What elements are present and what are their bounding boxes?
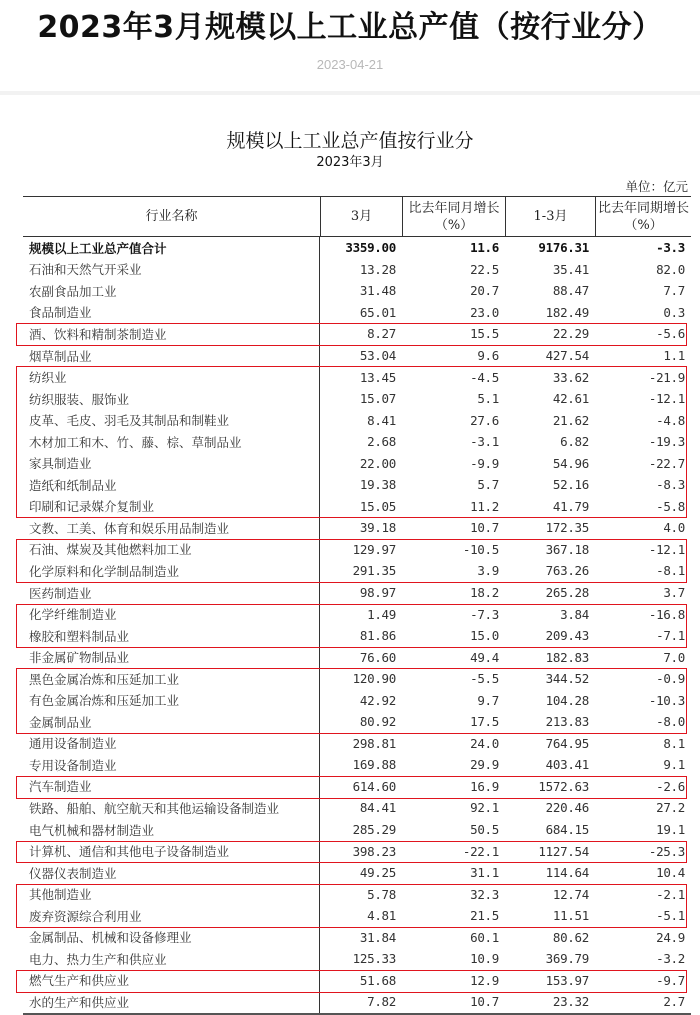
industry-name-cell: 其他制造业: [23, 883, 320, 905]
q1-value-cell: 42.61: [552, 391, 589, 407]
q1-value-cell: 427.54: [545, 348, 589, 363]
march-value-cell: 5.78: [367, 886, 396, 902]
march-yoy-cell: -5.5: [470, 671, 499, 687]
industry-name-cell: 医药制造业: [23, 582, 320, 604]
industry-name-cell: 计算机、通信和其他电子设备制造业: [23, 840, 320, 862]
q1-value-cell: 1127.54: [538, 843, 589, 859]
q1-yoy-cell: -7.1: [656, 628, 685, 644]
unit-label: 单位：亿元: [625, 179, 688, 194]
march-yoy-cell: 32.3: [470, 886, 499, 902]
q1-value-cell: 22.29: [552, 326, 589, 342]
header-q1: 1-3月: [505, 197, 595, 236]
march-yoy-cell: 15.0: [470, 628, 499, 644]
industry-name-cell: 橡胶和塑料制品业: [23, 625, 320, 647]
industry-name-cell: 纺织业: [23, 366, 320, 388]
q1-yoy-cell: -12.1: [648, 391, 685, 407]
q1-value-cell: 265.28: [545, 585, 589, 601]
march-yoy-cell: 49.4: [470, 649, 499, 665]
march-value-cell: 31.48: [359, 283, 396, 299]
march-value-cell: 15.07: [359, 391, 396, 407]
q1-yoy-cell: 24.9: [656, 929, 685, 945]
q1-yoy-cell: -25.3: [648, 843, 685, 859]
industry-name-cell: 黑色金属冶炼和压延加工业: [23, 668, 320, 690]
table-row: [23, 862, 691, 884]
march-yoy-cell: 20.7: [470, 283, 499, 299]
table-row: [23, 323, 691, 345]
q1-value-cell: 369.79: [545, 951, 589, 967]
march-yoy-cell: -3.1: [470, 434, 499, 450]
march-value-cell: 298.81: [352, 735, 396, 751]
q1-yoy-cell: 7.7: [663, 283, 685, 299]
q1-value-cell: 182.83: [545, 649, 589, 665]
march-value-cell: 1.49: [367, 606, 396, 622]
table-row: [23, 280, 691, 302]
march-yoy-cell: 11.2: [470, 498, 499, 514]
march-value-cell: 19.38: [359, 477, 396, 493]
march-yoy-cell: 10.9: [470, 951, 499, 967]
industry-name-cell: 纺织服装、服饰业: [23, 388, 320, 410]
march-yoy-cell: 27.6: [470, 412, 499, 428]
industry-name-cell: 农副食品加工业: [23, 280, 320, 302]
march-yoy-cell: 18.2: [470, 585, 499, 601]
march-value-cell: 125.33: [352, 951, 396, 967]
march-value-cell: 51.68: [359, 972, 396, 988]
march-value-cell: 129.97: [352, 541, 396, 557]
march-value-cell: 76.60: [359, 649, 396, 665]
q1-value-cell: 52.16: [552, 477, 589, 493]
march-value-cell: 98.97: [359, 585, 396, 601]
table-row: [23, 560, 691, 582]
march-value-cell: 4.81: [367, 908, 396, 924]
table-row: [23, 711, 691, 733]
table-row: [23, 927, 691, 949]
march-value-cell: 614.60: [352, 778, 396, 794]
table-subtitle: 2023年3月: [316, 155, 384, 170]
table-row: [23, 474, 691, 496]
industry-name-cell: 水的生产和供应业: [23, 991, 320, 1013]
table-row: [23, 517, 691, 539]
march-yoy-cell: 5.1: [477, 391, 499, 407]
march-value-cell: 13.45: [359, 369, 396, 385]
industry-name-cell: 仪器仪表制造业: [23, 862, 320, 884]
q1-value-cell: 344.52: [545, 671, 589, 687]
q1-value-cell: 764.95: [545, 735, 589, 751]
q1-value-cell: 213.83: [545, 714, 589, 730]
header-march: 3月: [320, 197, 402, 236]
q1-value-cell: 209.43: [545, 628, 589, 644]
table-row: [23, 302, 691, 324]
march-yoy-cell: 21.5: [470, 908, 499, 924]
q1-yoy-cell: -2.1: [656, 886, 685, 902]
industry-name-cell: 皮革、毛皮、羽毛及其制品和制鞋业: [23, 409, 320, 431]
table-row: [23, 689, 691, 711]
table-row: [23, 754, 691, 776]
industry-name-cell: 金属制品、机械和设备修理业: [23, 927, 320, 949]
table-row: [23, 819, 691, 841]
march-yoy-cell: 92.1: [470, 800, 499, 816]
q1-yoy-cell: -5.6: [656, 326, 685, 342]
q1-yoy-cell: -8.0: [656, 714, 685, 730]
page-title: 2023年3月规模以上工业总产值（按行业分）: [37, 10, 663, 45]
table-row: [23, 259, 691, 281]
q1-yoy-cell: -8.1: [656, 563, 685, 579]
q1-value-cell: 6.82: [560, 434, 589, 450]
march-value-cell: 22.00: [359, 455, 396, 471]
march-yoy-cell: 50.5: [470, 822, 499, 838]
table-row: [23, 388, 691, 410]
q1-value-cell: 54.96: [552, 455, 589, 471]
industry-name-cell: 化学纤维制造业: [23, 603, 320, 625]
table-row: [23, 496, 691, 518]
table-row: [23, 366, 691, 388]
industry-name-cell: 石油和天然气开采业: [23, 259, 320, 281]
q1-value-cell: 9176.31: [538, 240, 589, 256]
industry-name-cell: 木材加工和木、竹、藤、棕、草制品业: [23, 431, 320, 453]
table-row: [23, 431, 691, 453]
table-row: [23, 905, 691, 927]
table-row: [23, 733, 691, 755]
march-yoy-cell: 17.5: [470, 714, 499, 730]
q1-yoy-cell: -5.8: [656, 498, 685, 514]
header-divider: [0, 91, 700, 95]
march-yoy-cell: 31.1: [470, 865, 499, 881]
table-row: [23, 646, 691, 668]
industry-name-cell: 非金属矿物制品业: [23, 646, 320, 668]
march-value-cell: 291.35: [352, 563, 396, 579]
q1-value-cell: 33.62: [552, 369, 589, 385]
q1-value-cell: 114.64: [545, 865, 589, 881]
march-value-cell: 53.04: [359, 348, 396, 363]
march-value-cell: 13.28: [359, 261, 396, 277]
q1-yoy-cell: 4.0: [663, 520, 685, 536]
table-row: [23, 452, 691, 474]
march-value-cell: 8.41: [367, 412, 396, 428]
table-row: [23, 603, 691, 625]
q1-yoy-cell: -12.1: [648, 541, 685, 557]
industry-name-cell: 酒、饮料和精制茶制造业: [23, 323, 320, 345]
march-yoy-cell: -22.1: [462, 843, 499, 859]
march-yoy-cell: 24.0: [470, 735, 499, 751]
q1-value-cell: 104.28: [545, 692, 589, 708]
q1-yoy-cell: 8.1: [663, 735, 685, 751]
table-row-total: [23, 237, 691, 259]
industry-name-cell: 废弃资源综合利用业: [23, 905, 320, 927]
table-row: [23, 776, 691, 798]
q1-yoy-cell: -4.8: [656, 412, 685, 428]
table-row: [23, 948, 691, 970]
q1-value-cell: 1572.63: [538, 778, 589, 794]
table-body: [23, 237, 691, 1013]
march-value-cell: 81.86: [359, 628, 396, 644]
q1-yoy-cell: 0.3: [663, 304, 685, 320]
header-march-yoy: 比去年同月增长（%）: [402, 197, 505, 236]
march-value-cell: 49.25: [359, 865, 396, 881]
industry-name-cell: 造纸和纸制品业: [23, 474, 320, 496]
table-row: [23, 582, 691, 604]
industry-output-table: [23, 196, 691, 1015]
industry-name-cell: 通用设备制造业: [23, 733, 320, 755]
industry-name-cell: 燃气生产和供应业: [23, 970, 320, 992]
table-row: [23, 797, 691, 819]
industry-name-cell: 金属制品业: [23, 711, 320, 733]
table-row: [23, 668, 691, 690]
march-yoy-cell: 9.7: [477, 692, 499, 708]
q1-value-cell: 403.41: [545, 757, 589, 773]
march-yoy-cell: 23.0: [470, 304, 499, 320]
publish-date: 2023-04-21: [316, 57, 384, 72]
q1-value-cell: 12.74: [552, 886, 589, 902]
table-row: [23, 345, 691, 367]
q1-yoy-cell: -0.9: [656, 671, 685, 687]
q1-yoy-cell: -10.3: [648, 692, 685, 708]
header-industry-name: 行业名称: [145, 209, 198, 224]
march-yoy-cell: 22.5: [470, 261, 499, 277]
industry-name-cell: 化学原料和化学制品制造业: [23, 560, 320, 582]
q1-yoy-cell: -9.7: [656, 972, 685, 988]
industry-name-cell: 专用设备制造业: [23, 754, 320, 776]
q1-yoy-cell: -3.3: [656, 240, 685, 256]
march-yoy-cell: 10.7: [470, 520, 499, 536]
q1-yoy-cell: -16.8: [648, 606, 685, 622]
table-row: [23, 883, 691, 905]
q1-yoy-cell: 10.4: [656, 865, 685, 881]
q1-value-cell: 172.35: [545, 520, 589, 536]
march-value-cell: 8.27: [367, 326, 396, 342]
industry-name-cell: 汽车制造业: [23, 776, 320, 798]
march-yoy-cell: 12.9: [470, 972, 499, 988]
q1-yoy-cell: 3.7: [663, 585, 685, 601]
table-row: [23, 991, 691, 1013]
march-value-cell: 169.88: [352, 757, 396, 773]
q1-value-cell: 21.62: [552, 412, 589, 428]
march-value-cell: 84.41: [359, 800, 396, 816]
q1-value-cell: 3.84: [560, 606, 589, 622]
q1-value-cell: 23.32: [552, 994, 589, 1010]
march-value-cell: 31.84: [359, 929, 396, 945]
march-yoy-cell: 16.9: [470, 778, 499, 794]
table-bottom-border: [23, 1013, 691, 1015]
q1-value-cell: 153.97: [545, 972, 589, 988]
q1-yoy-cell: -21.9: [648, 369, 685, 385]
header-q1-yoy: 比去年同期增长（%）: [595, 197, 691, 236]
q1-yoy-cell: 1.1: [663, 348, 685, 363]
table-row: [23, 409, 691, 431]
q1-value-cell: 11.51: [552, 908, 589, 924]
march-yoy-cell: 15.5: [470, 326, 499, 342]
march-yoy-cell: -7.3: [470, 606, 499, 622]
table-row: [23, 539, 691, 561]
q1-yoy-cell: -3.2: [656, 951, 685, 967]
q1-yoy-cell: -8.3: [656, 477, 685, 493]
march-value-cell: 398.23: [352, 843, 396, 859]
march-yoy-cell: 29.9: [470, 757, 499, 773]
march-yoy-cell: 60.1: [470, 929, 499, 945]
q1-yoy-cell: -19.3: [648, 434, 685, 450]
q1-yoy-cell: -22.7: [648, 455, 685, 471]
table-row: [23, 625, 691, 647]
q1-yoy-cell: 27.2: [656, 800, 685, 816]
q1-value-cell: 80.62: [552, 929, 589, 945]
q1-yoy-cell: 19.1: [656, 822, 685, 838]
march-value-cell: 65.01: [359, 304, 396, 320]
march-value-cell: 42.92: [359, 692, 396, 708]
q1-value-cell: 684.15: [545, 822, 589, 838]
industry-name-cell: 铁路、船舶、航空航天和其他运输设备制造业: [23, 797, 320, 819]
q1-yoy-cell: 2.7: [663, 994, 685, 1010]
march-value-cell: 285.29: [352, 822, 396, 838]
march-yoy-cell: 5.7: [477, 477, 499, 493]
industry-name-cell: 食品制造业: [23, 302, 320, 324]
march-value-cell: 2.68: [367, 434, 396, 450]
march-yoy-cell: 10.7: [470, 994, 499, 1010]
industry-name-cell: 电气机械和器材制造业: [23, 819, 320, 841]
march-yoy-cell: -4.5: [470, 369, 499, 385]
march-value-cell: 3359.00: [345, 240, 396, 256]
march-yoy-cell: 11.6: [470, 240, 499, 256]
q1-value-cell: 182.49: [545, 304, 589, 320]
march-yoy-cell: 9.6: [477, 348, 499, 363]
industry-name-cell: 家具制造业: [23, 452, 320, 474]
march-yoy-cell: 3.9: [477, 563, 499, 579]
table-header: [23, 196, 691, 237]
q1-yoy-cell: 7.0: [663, 649, 685, 665]
industry-name-cell: 烟草制品业: [23, 345, 320, 367]
march-yoy-cell: -10.5: [462, 541, 499, 557]
q1-value-cell: 367.18: [545, 541, 589, 557]
industry-name-cell: 石油、煤炭及其他燃料加工业: [23, 539, 320, 561]
q1-value-cell: 88.47: [552, 283, 589, 299]
industry-name-cell: 印刷和记录媒介复制业: [23, 496, 320, 518]
table-row: [23, 840, 691, 862]
march-value-cell: 7.82: [367, 994, 396, 1010]
industry-name-cell: 电力、热力生产和供应业: [23, 948, 320, 970]
q1-yoy-cell: 9.1: [663, 757, 685, 773]
q1-yoy-cell: -2.6: [656, 778, 685, 794]
march-value-cell: 39.18: [359, 520, 396, 536]
march-value-cell: 80.92: [359, 714, 396, 730]
q1-value-cell: 35.41: [552, 261, 589, 277]
industry-name-cell: 有色金属冶炼和压延加工业: [23, 689, 320, 711]
q1-yoy-cell: -5.1: [656, 908, 685, 924]
march-value-cell: 15.05: [359, 498, 396, 514]
table-title: 规模以上工业总产值按行业分: [226, 130, 474, 152]
industry-name-cell: 文教、工美、体育和娱乐用品制造业: [23, 517, 320, 539]
q1-value-cell: 763.26: [545, 563, 589, 579]
march-yoy-cell: -9.9: [470, 455, 499, 471]
march-value-cell: 120.90: [352, 671, 396, 687]
industry-name-cell: 规模以上工业总产值合计: [23, 237, 320, 259]
q1-value-cell: 220.46: [545, 800, 589, 816]
q1-yoy-cell: 82.0: [656, 261, 685, 277]
q1-value-cell: 41.79: [552, 498, 589, 514]
